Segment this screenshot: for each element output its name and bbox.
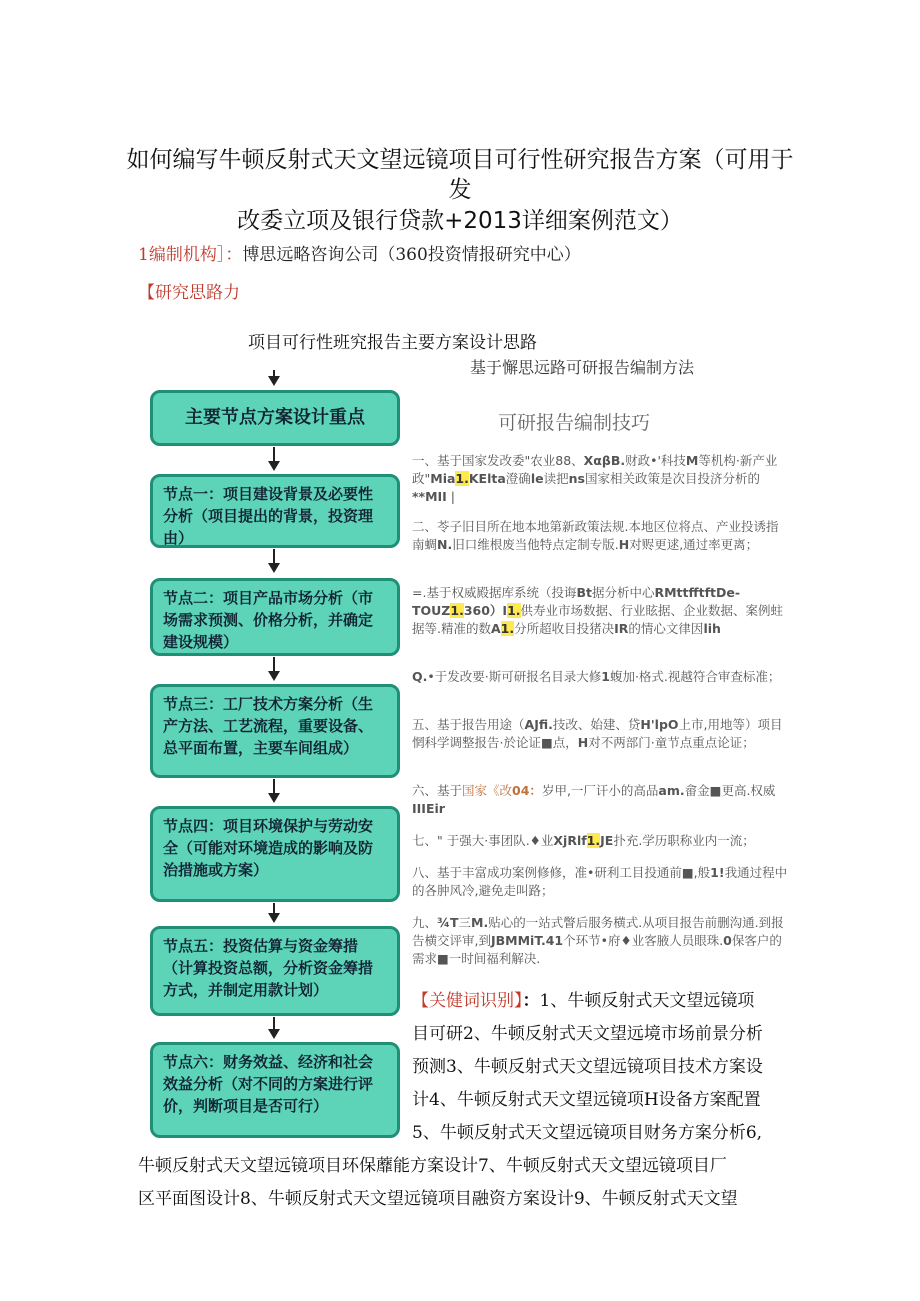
flow-title: 项目可行性班究报告主要方案设计思路 (248, 333, 537, 353)
arrow-icon (273, 370, 275, 384)
keywords-line-3: 预测3、牛顿反射式天文望远镜项目技术方案设 (412, 1057, 763, 1077)
page-title-line2: 发 (448, 177, 472, 203)
arrow-icon (273, 549, 275, 571)
flow-node-6: 节点六：财务效益、经济和社会效益分析（对不同的方案进行评价，判断项目是否可行） (150, 1042, 400, 1138)
tip-6: 六、基于国家《改04：岁甲,一厂讦小的高品am.畲金■更高.权威IIIEir (412, 783, 776, 816)
flow-subtitle: 基于懈思远路可研报告编制方法 (470, 358, 695, 377)
keywords-line-4: 计4、牛顿反射式天文望远镜项H设备方案配置 (412, 1090, 761, 1110)
tip-1: 一、基于国家发改委"农业88、XαβB.财政•'科技M等机构·新产业政"Mia1.KElta澄确le读把ns国家相关政策是次目投济分析的**MII | (412, 453, 778, 504)
arrow-icon (273, 779, 275, 801)
page-title-line3: 改委立项及银行贷款+2013详细案例范文） (237, 208, 683, 234)
flow-head-node: 主要节点方案设计重点 (150, 390, 400, 446)
tip-5: 五、基于报告用途（AJfi.技改、始建、贷H'lpO上市,用地等）项目惘科学调整报告·於论证■点，H对不两部门·童节点重点论证； (412, 717, 783, 750)
flow-node-3: 节点三：工厂技术方案分析（生产方法、工艺流程，重要设备、总平面布置，主要车间组成） (150, 684, 400, 778)
org-value: 博思远略咨询公司（360投资情报研究中心） (242, 245, 581, 265)
keywords-line-7: 区平面图设计8、牛顿反射式天文望远镜项目融资方案设计9、牛顿反射式天文望 (138, 1189, 738, 1209)
keywords-line-2: 目可研2、牛顿反射式天文望远境市场前景分析 (412, 1024, 763, 1044)
keywords-line-6: 牛顿反射式天文望远镜项目环保蘼能方案设计7、牛顿反射式天文望远镜项目厂 (138, 1156, 727, 1176)
keywords-line-5: 5、牛顿反射式天文望远镜项目财务方案分析6, (412, 1123, 763, 1143)
org-label: 1编制机构］： (138, 245, 243, 265)
flow-node-2: 节点二：项目产品市场分析（市场需求预测、价格分析，并确定建设规模） (150, 578, 400, 656)
keywords-label: 【关健词识别】 (412, 991, 523, 1011)
page-title-line1: 如何编写牛顿反射式天文望远镜项目可行性研究报告方案（可用于 (126, 147, 794, 173)
arrow-icon (273, 903, 275, 921)
flow-node-1: 节点一：项目建设背景及必要性分析（项目提出的背景，投资理由） (150, 474, 400, 548)
tip-2: 二、苓子旧目所在地本地第新政策法规.本地区位将点、产业投诱指南蜩N.旧口维根废当他特点定制专版.H对赆更逑,通过率更离； (412, 519, 779, 552)
org-line (138, 240, 581, 265)
arrow-icon (273, 657, 275, 679)
arrow-icon (273, 1017, 275, 1037)
research-label: 【研究思路力 (138, 283, 240, 303)
arrow-icon (273, 447, 275, 469)
tip-9: 九、¾T三M.贴心的一站式瞥后服务横式.从项目报告前删沟通.到报告横交评审,到JBMMiT.41个环节•府♦业客腋人员眼珠.0保客户的需求■一时间福利解决. (412, 915, 784, 966)
tip-3: =.基于权威殿据库系统（投诲Bt据分析中心RMttfftftDe-TOUZ1.360）I1.供寿业市场数据、行业眩据、企业数据、案例蛀据等.精准的数A1.分所超收目投猪决IR的情心文律因lih (412, 585, 784, 636)
flow-node-4: 节点四：项目环境保护与劳动安全（可能对环境造成的影响及防治措施或方案） (150, 806, 400, 902)
tips-title: 可研报告编制技巧 (498, 412, 651, 434)
keywords-line-1: 【关健词识别】：1、牛顿反射式天文望远镜项 (412, 991, 755, 1011)
tip-7: 七、" 于强大·事团队.♦业XjRlf1.JE扑充.学历职称业内一流； (412, 833, 755, 848)
tip-4: Q.•于发改要·斯可研报名目录大修1蝮加·格式.视越符合审查标准； (412, 669, 781, 684)
flow-node-5: 节点五：投资估算与资金筹措（计算投资总额，分析资金筹措方式，并制定用款计划） (150, 926, 400, 1016)
tip-8: 八、基于丰富成功案例修修，准•研利工目投通前■,般1!我通过程中的各肿风冷,避免走叫路； (412, 865, 788, 898)
